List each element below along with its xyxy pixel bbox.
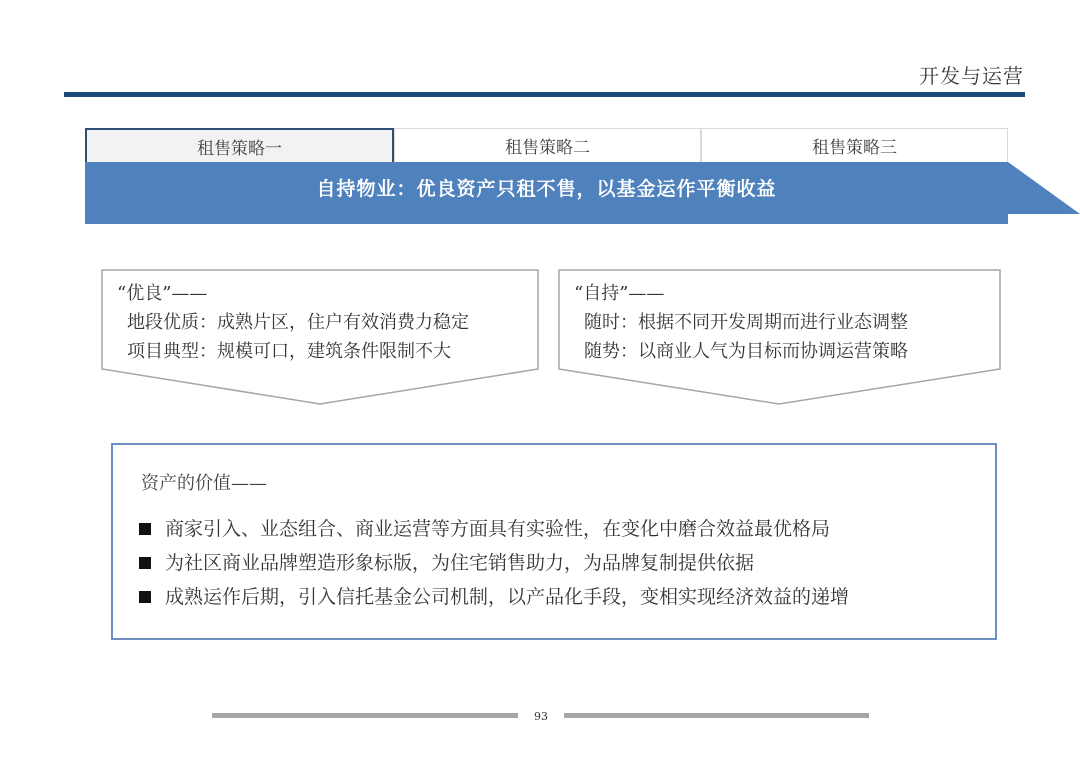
- tab-strategy-3[interactable]: 租售策略三: [701, 128, 1008, 162]
- callout-line: 项目典型：规模可口，建筑条件限制不大: [127, 341, 451, 362]
- value-item-text: 商家引入、业态组合、商业运营等方面具有实验性，在变化中磨合效益最优格局: [165, 518, 831, 540]
- tab-strategy-1[interactable]: 租售策略一: [85, 128, 394, 162]
- value-list-item: [139, 580, 995, 614]
- header-divider: [64, 92, 1025, 97]
- callout-line: 随时：根据不同开发周期而进行业态调整: [584, 312, 908, 333]
- banner-title: 自持物业：优良资产只租不售，以基金运作平衡收益: [316, 177, 777, 200]
- asset-value-box: [111, 443, 997, 640]
- callout-heading: “优良”——: [117, 283, 208, 304]
- callout-heading: “自持”——: [574, 283, 665, 304]
- callout-quality: [101, 269, 539, 406]
- callout-line: 地段优质：成熟片区，住户有效消费力稳定: [127, 312, 469, 333]
- callout-self-held: [558, 269, 1001, 406]
- value-heading: 资产的价值——: [141, 473, 267, 494]
- square-bullet-icon: [139, 591, 151, 603]
- footer-divider-left: [212, 713, 518, 718]
- value-item-text: 成熟运作后期，引入信托基金公司机制，以产品化手段，变相实现经济效益的递增: [165, 586, 850, 608]
- square-bullet-icon: [139, 557, 151, 569]
- value-list-item: [139, 546, 995, 580]
- section-title: 开发与运营: [919, 64, 1024, 88]
- page-number: 93: [534, 710, 548, 723]
- strategy-tabs: [85, 128, 1008, 162]
- tab-strategy-2[interactable]: 租售策略二: [394, 128, 701, 162]
- value-item-text: 为社区商业品牌塑造形象标版，为住宅销售助力，为品牌复制提供依据: [165, 552, 755, 574]
- footer-divider-right: [564, 713, 869, 718]
- callout-line: 随势：以商业人气为目标而协调运营策略: [584, 341, 908, 362]
- value-list-item: [139, 512, 995, 546]
- strategy-banner: [85, 162, 1080, 224]
- square-bullet-icon: [139, 523, 151, 535]
- page-footer: [212, 708, 869, 728]
